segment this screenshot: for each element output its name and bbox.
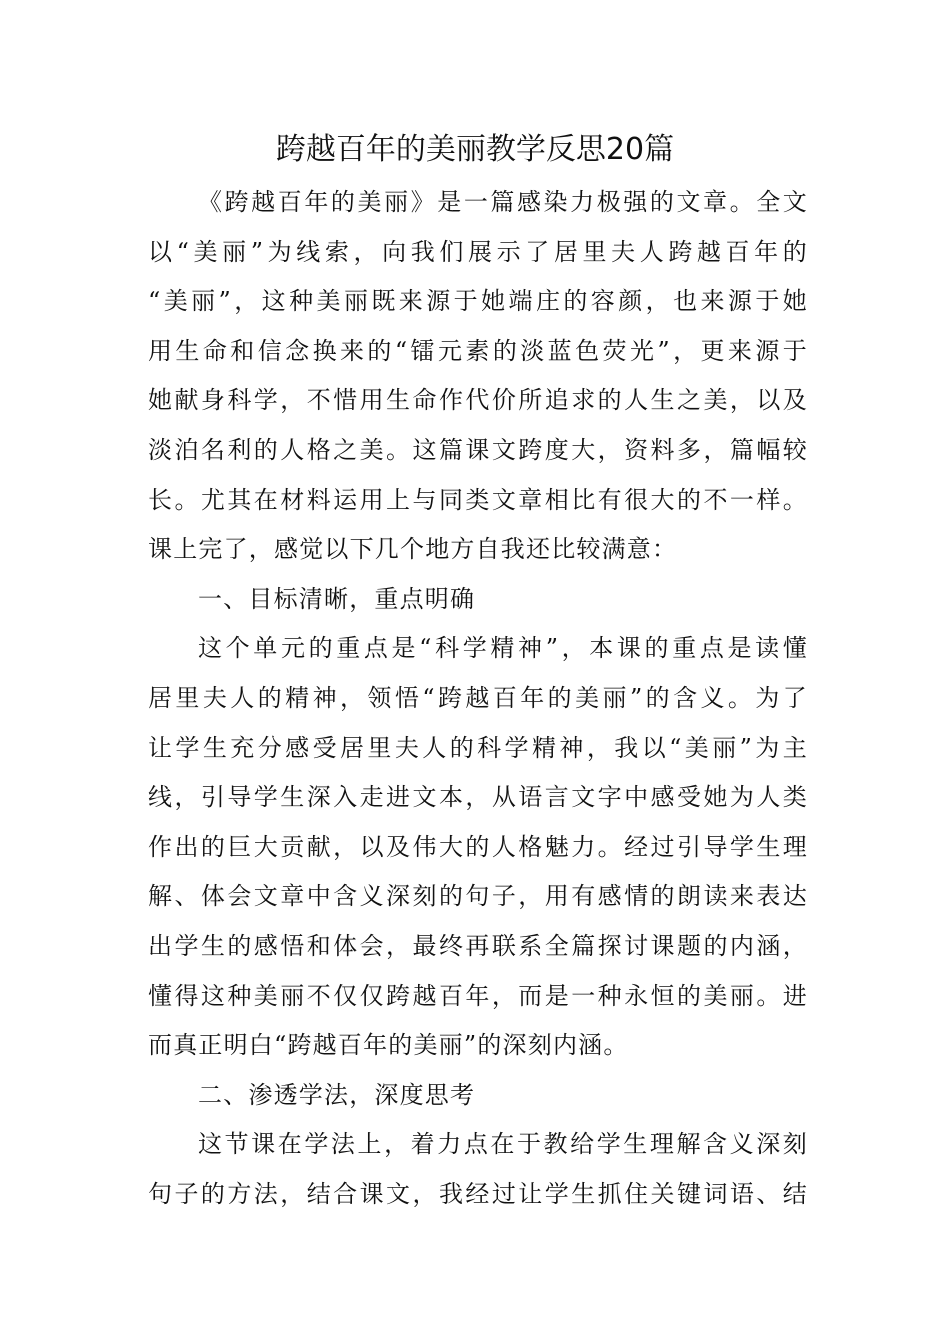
paragraph-line: “美丽”，这种美丽既来源于她端庄的容颜，也来源于她 [148, 287, 808, 316]
paragraph-line: 居里夫人的精神，领悟“跨越百年的美丽”的含义。为了 [148, 683, 808, 712]
paragraph-line: 《跨越百年的美丽》是一篇感染力极强的文章。全文 [198, 188, 808, 216]
paragraph-line: 课上完了，感觉以下几个地方自我还比较满意： [148, 535, 678, 564]
paragraph-line: 长。尤其在材料运用上与同类文章相比有很大的不一样。 [148, 485, 808, 514]
paragraph-line: 懂得这种美丽不仅仅跨越百年，而是一种永恒的美丽。进 [148, 981, 808, 1010]
document-title: 跨越百年的美丽教学反思20篇 [275, 132, 675, 167]
paragraph-line: 出学生的感悟和体会，最终再联系全篇探讨课题的内涵， [148, 931, 808, 960]
paragraph-line: 淡泊名利的人格之美。这篇课文跨度大，资料多，篇幅较 [148, 435, 808, 464]
section-heading: 一、目标清晰，重点明确 [198, 584, 476, 613]
paragraph-line: 线，引导学生深入走进文本，从语言文字中感受她为人类 [148, 783, 808, 812]
paragraph-line: 作出的巨大贡献，以及伟大的人格魅力。经过引导学生理 [148, 832, 808, 861]
paragraph-line: 这节课在学法上，着力点在于教给学生理解含义深刻 [198, 1130, 808, 1159]
paragraph-line: 让学生充分感受居里夫人的科学精神，我以“美丽”为主 [148, 733, 808, 762]
paragraph-line: 句子的方法，结合课文，我经过让学生抓住关键词语、结 [148, 1179, 808, 1208]
paragraph-line: 这个单元的重点是“科学精神”，本课的重点是读懂 [198, 634, 808, 663]
document-body [148, 178, 808, 1219]
paragraph-line: 以“美丽”为线索，向我们展示了居里夫人跨越百年的 [148, 237, 808, 266]
paragraph-line: 用生命和信念换来的“镭元素的淡蓝色荧光”，更来源于 [148, 336, 808, 365]
paragraph-line: 她献身科学，不惜用生命作代价所追求的人生之美，以及 [148, 386, 808, 415]
paragraph-line: 而真正明白“跨越百年的美丽”的深刻内涵。 [148, 1031, 629, 1060]
section-heading: 二、渗透学法，深度思考 [198, 1080, 476, 1109]
paragraph-line: 解、体会文章中含义深刻的句子，用有感情的朗读来表达 [148, 882, 808, 911]
